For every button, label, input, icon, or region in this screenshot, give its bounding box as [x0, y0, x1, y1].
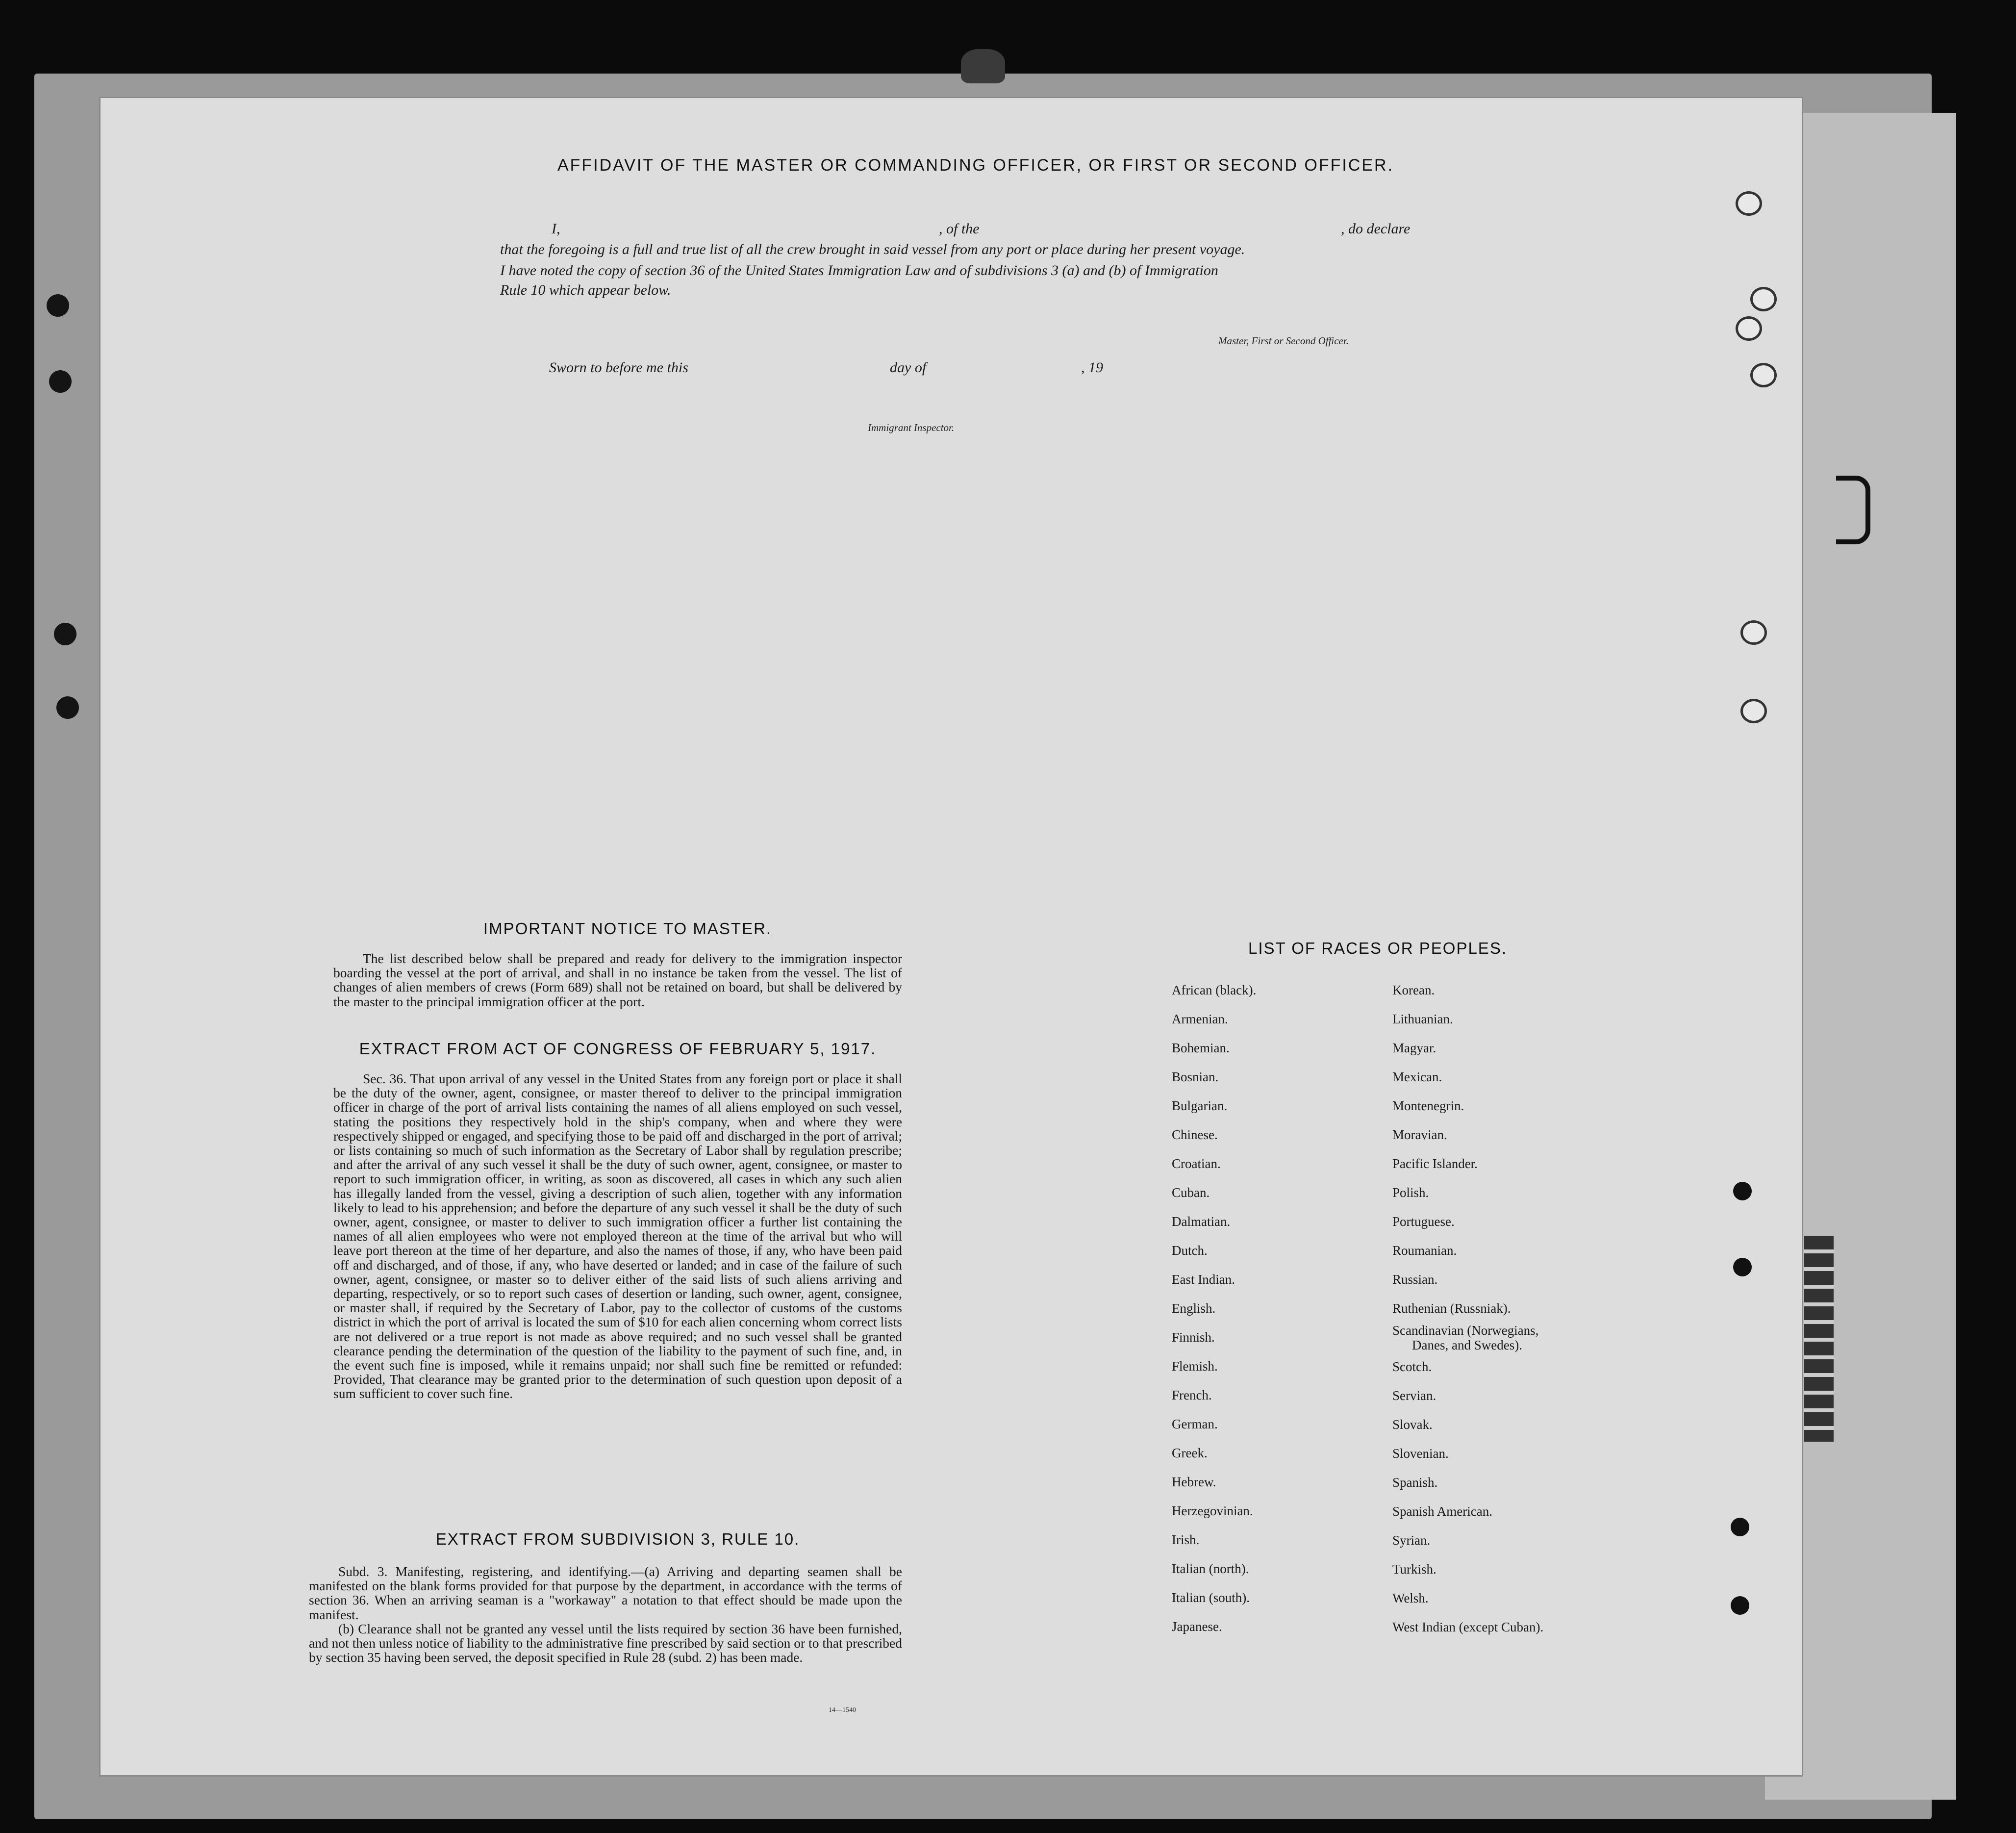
race-item: Italian (north). [1172, 1561, 1249, 1576]
paper-clip-icon [1836, 476, 1870, 544]
punch-hole-icon [1750, 363, 1777, 387]
race-item: Spanish American. [1392, 1504, 1492, 1519]
race-item: Russian. [1392, 1272, 1438, 1287]
race-item: Cuban. [1172, 1185, 1210, 1200]
race-item: Welsh. [1392, 1591, 1429, 1605]
race-item: Pacific Islander. [1392, 1156, 1478, 1171]
race-item: Croatian. [1172, 1156, 1221, 1171]
race-item: Korean. [1392, 983, 1435, 997]
binder-hole-icon [54, 623, 76, 645]
races-heading: LIST OF RACES OR PEOPLES. [1248, 939, 1508, 957]
binder-hole-icon [56, 696, 79, 719]
race-item: Flemish. [1172, 1359, 1218, 1374]
races-right-column [1392, 976, 1543, 1642]
year-text: , 19 [1081, 359, 1103, 376]
race-item: Slovenian. [1392, 1446, 1449, 1461]
race-item: East Indian. [1172, 1272, 1235, 1287]
affidavit-line3: I have noted the copy of section 36 of the United States Immigration Law and of subdivisions 3 (a) and (b) of Immigration [500, 262, 1218, 279]
rule-extract-text [309, 1564, 902, 1664]
rule-paragraph-a: Subd. 3. Manifesting, registering, and identifying.—(a) Arriving and departing seamen shall be manifested on the blank forms provided for that purpose by the department, in accordance with the terms of section 36. When an arriving seaman is a "workaway" a notation to that effect should be made upon the manifest. [309, 1564, 902, 1622]
punch-hole-icon [1750, 287, 1777, 311]
race-item: Scotch. [1392, 1359, 1432, 1374]
race-item: German. [1172, 1417, 1218, 1431]
race-item: Chinese. [1172, 1127, 1218, 1142]
race-item: Dalmatian. [1172, 1214, 1231, 1229]
stamped-number [1804, 1236, 1834, 1442]
race-item: Montenegrin. [1392, 1098, 1464, 1113]
race-item: Armenian. [1172, 1012, 1228, 1026]
race-item: Syrian. [1392, 1533, 1431, 1548]
binder-hole-icon [47, 294, 69, 317]
race-item: Japanese. [1172, 1619, 1222, 1634]
affidavit-line2: that the foregoing is a full and true list of all the crew brought in said vessel from any port or place during her present voyage. [500, 241, 1245, 257]
race-item: Bosnian. [1172, 1069, 1219, 1084]
punch-hole-icon [1733, 1258, 1752, 1276]
document-page [101, 98, 1802, 1775]
race-item: Servian. [1392, 1388, 1436, 1403]
act-extract-paragraph: Sec. 36. That upon arrival of any vessel in the United States from any foreign port or place it shall be the duty of the owner, agent, consignee, or master thereof to deliver to the principal immigration officer in charge of the port of arrival lists containing the names of all aliens employed on such vessel, stating the positions they respectively hold in the ship's company, when and where they were respectively shipped or engaged, and specifying those to be paid off and discharged in the port of arrival; or lists containing so much of such information as the Secretary of Labor shall by regulation prescribe; and after the arrival of any such vessel it shall be the duty of such owner, agent, consignee, or master to report to such immigration officer, in writing, as soon as discovered, all cases in which any such alien has illegally landed from the vessel, giving a description of such alien, together with any information likely to lead to his apprehension; and before the departure of any such vessel it shall be the duty of such owner, agent, consignee, or master to deliver to such immigration officer a further list containing the names of all alien employees who were not employed thereon at the time of the arrival but who will leave port thereon at the time of her departure, and also the names of those, if any, who have been paid off and discharged, and of those, if any, who have deserted or landed; and in case of the failure of such owner, agent, consignee, or master so to deliver either of the said lists of such aliens arriving and departing, respectively, or so to report such cases of desertion or landing, such owner, agent, consignee, or master shall, if required by the Secretary of Labor, pay to the collector of customs of the customs district in which the port of arrival is located the sum of $10 for each alien concerning whom correct lists are not delivered or a true report is not made as above required; and no such vessel shall be granted clearance pending the determination of the question of the liability to the payment of such fine, and, in the event such fine is imposed, while it remains unpaid; nor shall such fine be remitted or refunded: Provided, That clearance may be granted prior to the determination of such question upon deposit of a sum sufficient to cover such fine. [333, 1071, 902, 1401]
race-item: Finnish. [1172, 1330, 1215, 1345]
notice-heading: IMPORTANT NOTICE TO MASTER. [483, 919, 772, 938]
notice-paragraph: The list described below shall be prepared and ready for delivery to the immigration inspector boarding the vessel at the port of arrival, and shall in no instance be taken from the vessel. The list of changes of alien members of crews (Form 689) shall not be retained on board, but shall be delivered by the master to the principal immigration officer at the port. [333, 951, 902, 1009]
sworn-text: Sworn to before me this [549, 359, 688, 376]
race-item: Ruthenian (Russniak). [1392, 1301, 1511, 1316]
act-extract-heading: EXTRACT FROM ACT OF CONGRESS OF FEBRUARY 5, 1917. [359, 1040, 877, 1058]
form-number: 14—1540 [829, 1706, 856, 1714]
master-signature-caption: Master, First or Second Officer. [1218, 335, 1349, 347]
race-item: Scandinavian (Norwegians, [1392, 1323, 1539, 1338]
notice-text [333, 951, 902, 1009]
affidavit-line-end: , do declare [1341, 221, 1411, 237]
race-item: Moravian. [1392, 1127, 1447, 1142]
race-item: Hebrew. [1172, 1475, 1216, 1489]
binder-tab [961, 49, 1005, 83]
punch-hole-icon [1740, 620, 1767, 645]
race-item: Danes, and Swedes). [1412, 1338, 1522, 1352]
race-item: Mexican. [1392, 1069, 1442, 1084]
race-item: Bohemian. [1172, 1041, 1230, 1055]
affidavit-line-mid: , of the [939, 221, 980, 237]
race-item: Spanish. [1392, 1475, 1438, 1490]
punch-hole-icon [1736, 316, 1762, 341]
race-item: Italian (south). [1172, 1590, 1250, 1605]
race-item: Slovak. [1392, 1417, 1433, 1432]
race-item: West Indian (except Cuban). [1392, 1620, 1544, 1634]
affidavit-line4: Rule 10 which appear below. [500, 282, 671, 298]
race-item: Portuguese. [1392, 1214, 1455, 1229]
punch-hole-icon [1736, 191, 1762, 216]
binder-hole-icon [49, 370, 72, 393]
race-item: English. [1172, 1301, 1216, 1316]
race-item: Irish. [1172, 1532, 1200, 1547]
race-item: African (black). [1172, 983, 1257, 997]
races-left-column [1172, 976, 1256, 1641]
day-of-text: day of [890, 359, 927, 376]
race-item: Polish. [1392, 1185, 1429, 1200]
race-item: Greek. [1172, 1446, 1208, 1460]
punch-hole-icon [1731, 1596, 1749, 1615]
race-item: Dutch. [1172, 1243, 1208, 1258]
race-item: Lithuanian. [1392, 1012, 1453, 1026]
race-item: Bulgarian. [1172, 1098, 1228, 1113]
race-item: Roumanian. [1392, 1243, 1457, 1258]
act-extract-text [333, 1071, 902, 1401]
affidavit-line-start: I, [552, 221, 560, 237]
punch-hole-icon [1740, 699, 1767, 723]
inspector-signature-caption: Immigrant Inspector. [868, 422, 955, 433]
affidavit-title: AFFIDAVIT OF THE MASTER OR COMMANDING OFFICER, OR FIRST OR SECOND OFFICER. [557, 156, 1394, 175]
rule-paragraph-b: (b) Clearance shall not be granted any vessel until the lists required by section 36 have been furnished, and not then unless notice of liability to the administrative fine prescribed by said section or to that prescribed by section 35 having been served, the deposit specified in Rule 28 (subd. 2) has been made. [309, 1621, 902, 1665]
race-item: Herzegovinian. [1172, 1503, 1253, 1518]
race-item: Magyar. [1392, 1041, 1436, 1055]
punch-hole-icon [1733, 1182, 1752, 1200]
rule-extract-heading: EXTRACT FROM SUBDIVISION 3, RULE 10. [435, 1530, 800, 1548]
race-item: French. [1172, 1388, 1212, 1402]
punch-hole-icon [1731, 1518, 1749, 1536]
race-item: Turkish. [1392, 1562, 1436, 1577]
